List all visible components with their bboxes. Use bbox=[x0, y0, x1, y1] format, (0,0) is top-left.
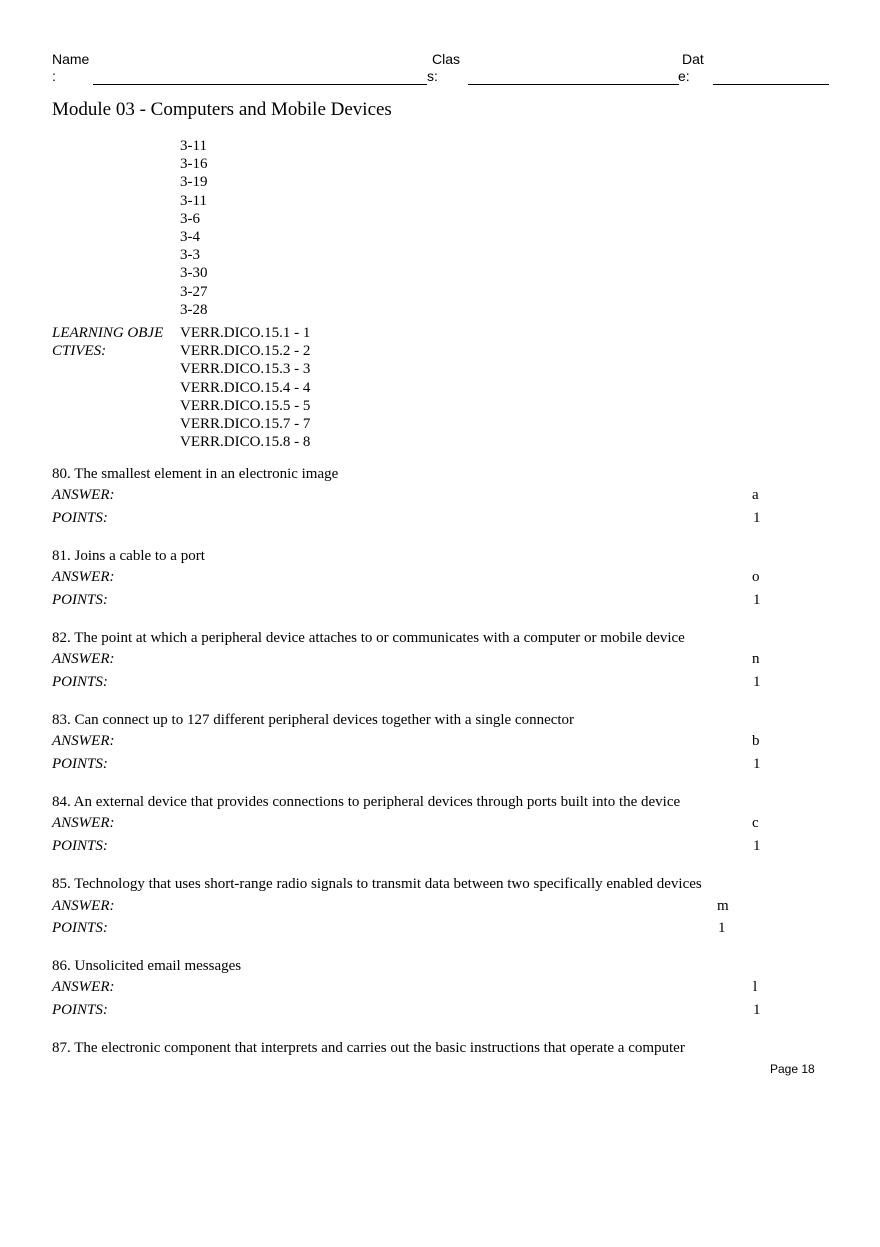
answer-value: a bbox=[752, 487, 759, 503]
points-label: POINTS: bbox=[52, 756, 108, 772]
class-field-line[interactable] bbox=[468, 84, 679, 85]
question-text: 85. Technology that uses short-range radio signals to transmit data between two specifically enabled devices bbox=[52, 876, 702, 892]
reference-item: 3-19 bbox=[180, 174, 208, 191]
name-label: Name : bbox=[52, 51, 90, 84]
date-label: Dat e: bbox=[678, 51, 704, 84]
points-label: POINTS: bbox=[52, 920, 108, 936]
points-value: 1 bbox=[718, 920, 726, 936]
learning-objectives-label: LEARNING OBJE CTIVES: bbox=[52, 325, 164, 360]
points-value: 1 bbox=[753, 838, 761, 854]
answer-label: ANSWER: bbox=[52, 651, 115, 667]
answer-value: o bbox=[752, 569, 760, 585]
points-label: POINTS: bbox=[52, 838, 108, 854]
question-text: 84. An external device that provides connections to peripheral devices through ports built into the device bbox=[52, 794, 681, 810]
question-text: 81. Joins a cable to a port bbox=[52, 548, 205, 564]
name-field-line[interactable] bbox=[93, 84, 427, 85]
answer-value: n bbox=[752, 651, 760, 667]
answer-value: c bbox=[752, 815, 759, 831]
learning-objectives-list bbox=[180, 324, 310, 451]
answer-label: ANSWER: bbox=[52, 569, 115, 585]
answer-label: ANSWER: bbox=[52, 733, 115, 749]
reference-item: 3-28 bbox=[180, 301, 208, 318]
points-label: POINTS: bbox=[52, 510, 108, 526]
learning-objective-item: VERR.DICO.15.4 - 4 bbox=[180, 379, 311, 396]
reference-item: 3-11 bbox=[180, 138, 207, 154]
reference-item: 3-4 bbox=[180, 229, 200, 246]
points-label: POINTS: bbox=[52, 592, 108, 608]
answer-label: ANSWER: bbox=[52, 487, 115, 503]
question-text: 86. Unsolicited email messages bbox=[52, 958, 242, 974]
points-value: 1 bbox=[753, 510, 761, 526]
question-text: 83. Can connect up to 127 different peripheral devices together with a single connector bbox=[52, 712, 575, 728]
answer-value: m bbox=[717, 898, 729, 914]
learning-objective-item: VERR.DICO.15.7 - 7 bbox=[180, 416, 311, 433]
learning-objective-item: VERR.DICO.15.3 - 3 bbox=[180, 361, 311, 378]
question-text: 87. The electronic component that interprets and carries out the basic instructions that operate a computer bbox=[52, 1040, 685, 1056]
points-label: POINTS: bbox=[52, 1002, 108, 1018]
learning-objective-item: VERR.DICO.15.8 - 8 bbox=[180, 434, 311, 451]
reference-list bbox=[180, 137, 208, 319]
learning-objective-item: VERR.DICO.15.1 - 1 bbox=[180, 325, 311, 341]
page-title: Module 03 - Computers and Mobile Devices bbox=[52, 99, 392, 120]
points-label: POINTS: bbox=[52, 674, 108, 690]
class-label: Clas s: bbox=[427, 51, 461, 84]
answer-label: ANSWER: bbox=[52, 898, 115, 914]
reference-item: 3-27 bbox=[180, 283, 208, 300]
points-value: 1 bbox=[753, 674, 761, 690]
page-number: Page 18 bbox=[770, 1062, 815, 1076]
reference-item: 3-3 bbox=[180, 247, 200, 264]
answer-label: ANSWER: bbox=[52, 979, 115, 995]
reference-item: 3-6 bbox=[180, 210, 200, 227]
question-text: 80. The smallest element in an electronic image bbox=[52, 466, 339, 482]
answer-value: l bbox=[753, 979, 758, 995]
points-value: 1 bbox=[753, 756, 761, 772]
answer-label: ANSWER: bbox=[52, 815, 115, 831]
reference-item: 3-11 bbox=[180, 192, 207, 209]
learning-objective-item: VERR.DICO.15.5 - 5 bbox=[180, 397, 311, 414]
answer-value: b bbox=[752, 733, 760, 749]
reference-item: 3-16 bbox=[180, 156, 208, 173]
learning-objective-item: VERR.DICO.15.2 - 2 bbox=[180, 343, 311, 360]
date-field-line[interactable] bbox=[713, 84, 829, 85]
points-value: 1 bbox=[753, 592, 761, 608]
points-value: 1 bbox=[753, 1002, 761, 1018]
question-text: 82. The point at which a peripheral device attaches to or communicates with a computer or mobile device bbox=[52, 630, 685, 646]
reference-item: 3-30 bbox=[180, 265, 208, 282]
